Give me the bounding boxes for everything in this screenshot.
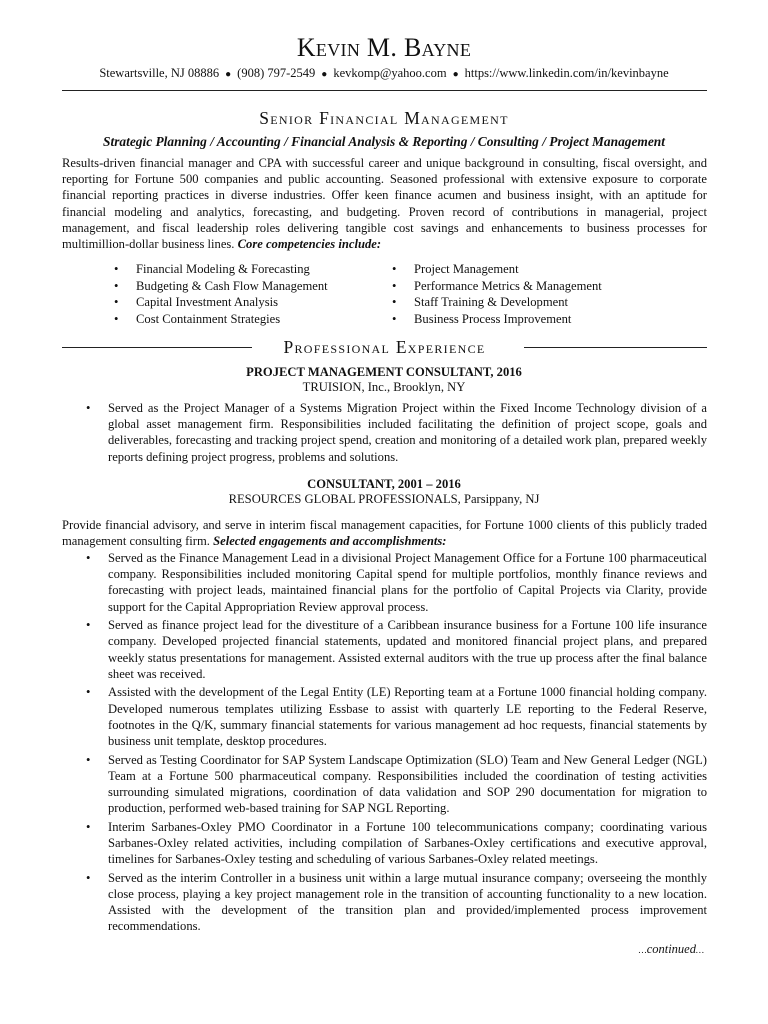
job-bullet: • Served as the Project Manager of a Systems Migration Project within the Fixed Income Technology division of a global asset management firm. Responsibilities included facilitating the definition of project scope, goals and deliverables, forecasting and tracking project spend, creation and monitoring of a detailed work plan, prepared weekly reports defining project progress, problems and solutions. — [62, 400, 707, 465]
job-intro — [62, 517, 707, 549]
contact-line — [0, 66, 768, 82]
job-bullet: • Served as Testing Coordinator for SAP System Landscape Optimization (SLO) Team and New General Ledger (NGL) Team at a Fortune 500 pharmaceutical company. Responsibilities included the coordination of testing activities surrounding simulated migrations, coordination of data validation and SOP 290 documentation for migration to production, performed web-based training for SAP NGL Reporting. — [62, 752, 707, 817]
summary-paragraph — [62, 155, 707, 252]
contact-phone: (908) 797-2549 — [237, 66, 316, 80]
job-bullets — [62, 400, 707, 467]
header-divider — [62, 90, 707, 91]
continued-text: continued — [646, 942, 696, 956]
bullet-separator: ● — [452, 69, 459, 80]
job-title: PROJECT MANAGEMENT CONSULTANT, 2016 — [246, 365, 522, 379]
job-bullet: • Interim Sarbanes-Oxley PMO Coordinator in a Fortune 100 telecommunications company; coordinating various Sarbanes-Oxley related activities, including compilation of Sarbanes-Oxley certifications and executive approval, timelines for Sarbanes-Oxley testing and scheduling of various Sarbanes-Oxley related meetings. — [62, 819, 707, 868]
competencies-list-left — [114, 261, 328, 327]
contact-linkedin[interactable]: https://www.linkedin.com/in/kevinbayne — [464, 66, 669, 80]
experience-heading-row — [62, 337, 707, 357]
job-company: TRUISION, Inc., Brooklyn, NY — [302, 380, 466, 394]
job-bullets — [62, 550, 707, 937]
headline-title: Senior Financial Management — [259, 108, 509, 128]
competency-item: • Budgeting & Cash Flow Management — [114, 278, 328, 295]
competency-item: • Cost Containment Strategies — [114, 311, 328, 328]
competency-item: • Business Process Improvement — [392, 311, 602, 328]
contact-location: Stewartsville, NJ 08886 — [99, 66, 220, 80]
job-company: RESOURCES GLOBAL PROFESSIONALS, Parsippany, NJ — [228, 492, 540, 506]
job-intro-text: Provide financial advisory, and serve in interim fiscal management capacities, for Fortune 1000 clients of this publicly traded management consulting firm. — [62, 518, 707, 549]
summary-text: Results-driven financial manager and CPA with successful career and unique background in consulting, fiscal oversight, and reporting for Fortune 500 companies and public accounting. Seasoned professional with extensive exposure to corporate financial reporting practices in diverse industries. Offer keen finance acumen and business insight, with an aptitude for financial modeling and analytics, forecasting, and budgeting. Proven record of contributions in managerial, project management, and fiscal leadership roles delivering tangible cost savings and enhancements to business processes for multimillion-dollar business lines. — [62, 156, 707, 252]
competency-item: • Financial Modeling & Forecasting — [114, 261, 328, 278]
headline-subtitle: Strategic Planning / Accounting / Financial Analysis & Reporting / Consulting / Project Management — [103, 134, 665, 149]
continued-dots: … — [638, 945, 647, 955]
continued-dots: … — [695, 945, 704, 955]
continued-note — [639, 942, 704, 958]
job-bullet: • Served as the Finance Management Lead in a divisional Project Management Office for a Fortune 100 pharmaceutical company. Responsibilities included monitoring Capital spend for multiple portfolios, monthly finance reviews and forecasting with project leads, maintained financial plans for the portfolio of Capital Projects via Clarity, provide support for the Capital Appropriation Review approval process. — [62, 550, 707, 615]
competency-item: • Capital Investment Analysis — [114, 294, 328, 311]
competencies-lead: Core competencies include: — [237, 237, 382, 252]
competency-item: • Staff Training & Development — [392, 294, 602, 311]
job-intro-lead: Selected engagements and accomplishments: — [213, 534, 447, 549]
job-bullet: • Served as finance project lead for the divestiture of a Caribbean insurance business for a Fortune 100 life insurance company. Developed projected financial statements, updated and monitored financial project plans, and prepared weekly status presentations for management. Assisted external auditors with the true up process after the final balance sheet was received. — [62, 617, 707, 682]
job-bullet: • Served as the interim Controller in a business unit within a large mutual insurance company; overseeing the monthly close process, playing a key project management role in the transition of accounting functionality to a new location. Assisted with the development of the transition plan and provided/implemented process improvement recommendations. — [62, 870, 707, 935]
competency-item: • Performance Metrics & Management — [392, 278, 602, 295]
experience-rule-right — [524, 347, 707, 348]
contact-email[interactable]: kevkomp@yahoo.com — [333, 66, 447, 80]
bullet-separator: ● — [225, 69, 232, 80]
job-bullet: • Assisted with the development of the Legal Entity (LE) Reporting team at a Fortune 1000 financial holding company. Developed numerous templates utilizing Essbase to assist with quarterly LE reporting to the Federal Reserve, footnotes in the Q/K, summary financial statements for various management ad hoc requests, financial statements by business unit template, desktop procedures. — [62, 684, 707, 749]
experience-title: Professional Experience — [283, 337, 486, 357]
job-title: CONSULTANT, 2001 – 2016 — [307, 477, 461, 491]
bullet-separator: ● — [321, 69, 328, 80]
competency-item: • Project Management — [392, 261, 602, 278]
candidate-name: Kevin M. Bayne — [296, 33, 472, 62]
competencies-list-right — [392, 261, 602, 327]
